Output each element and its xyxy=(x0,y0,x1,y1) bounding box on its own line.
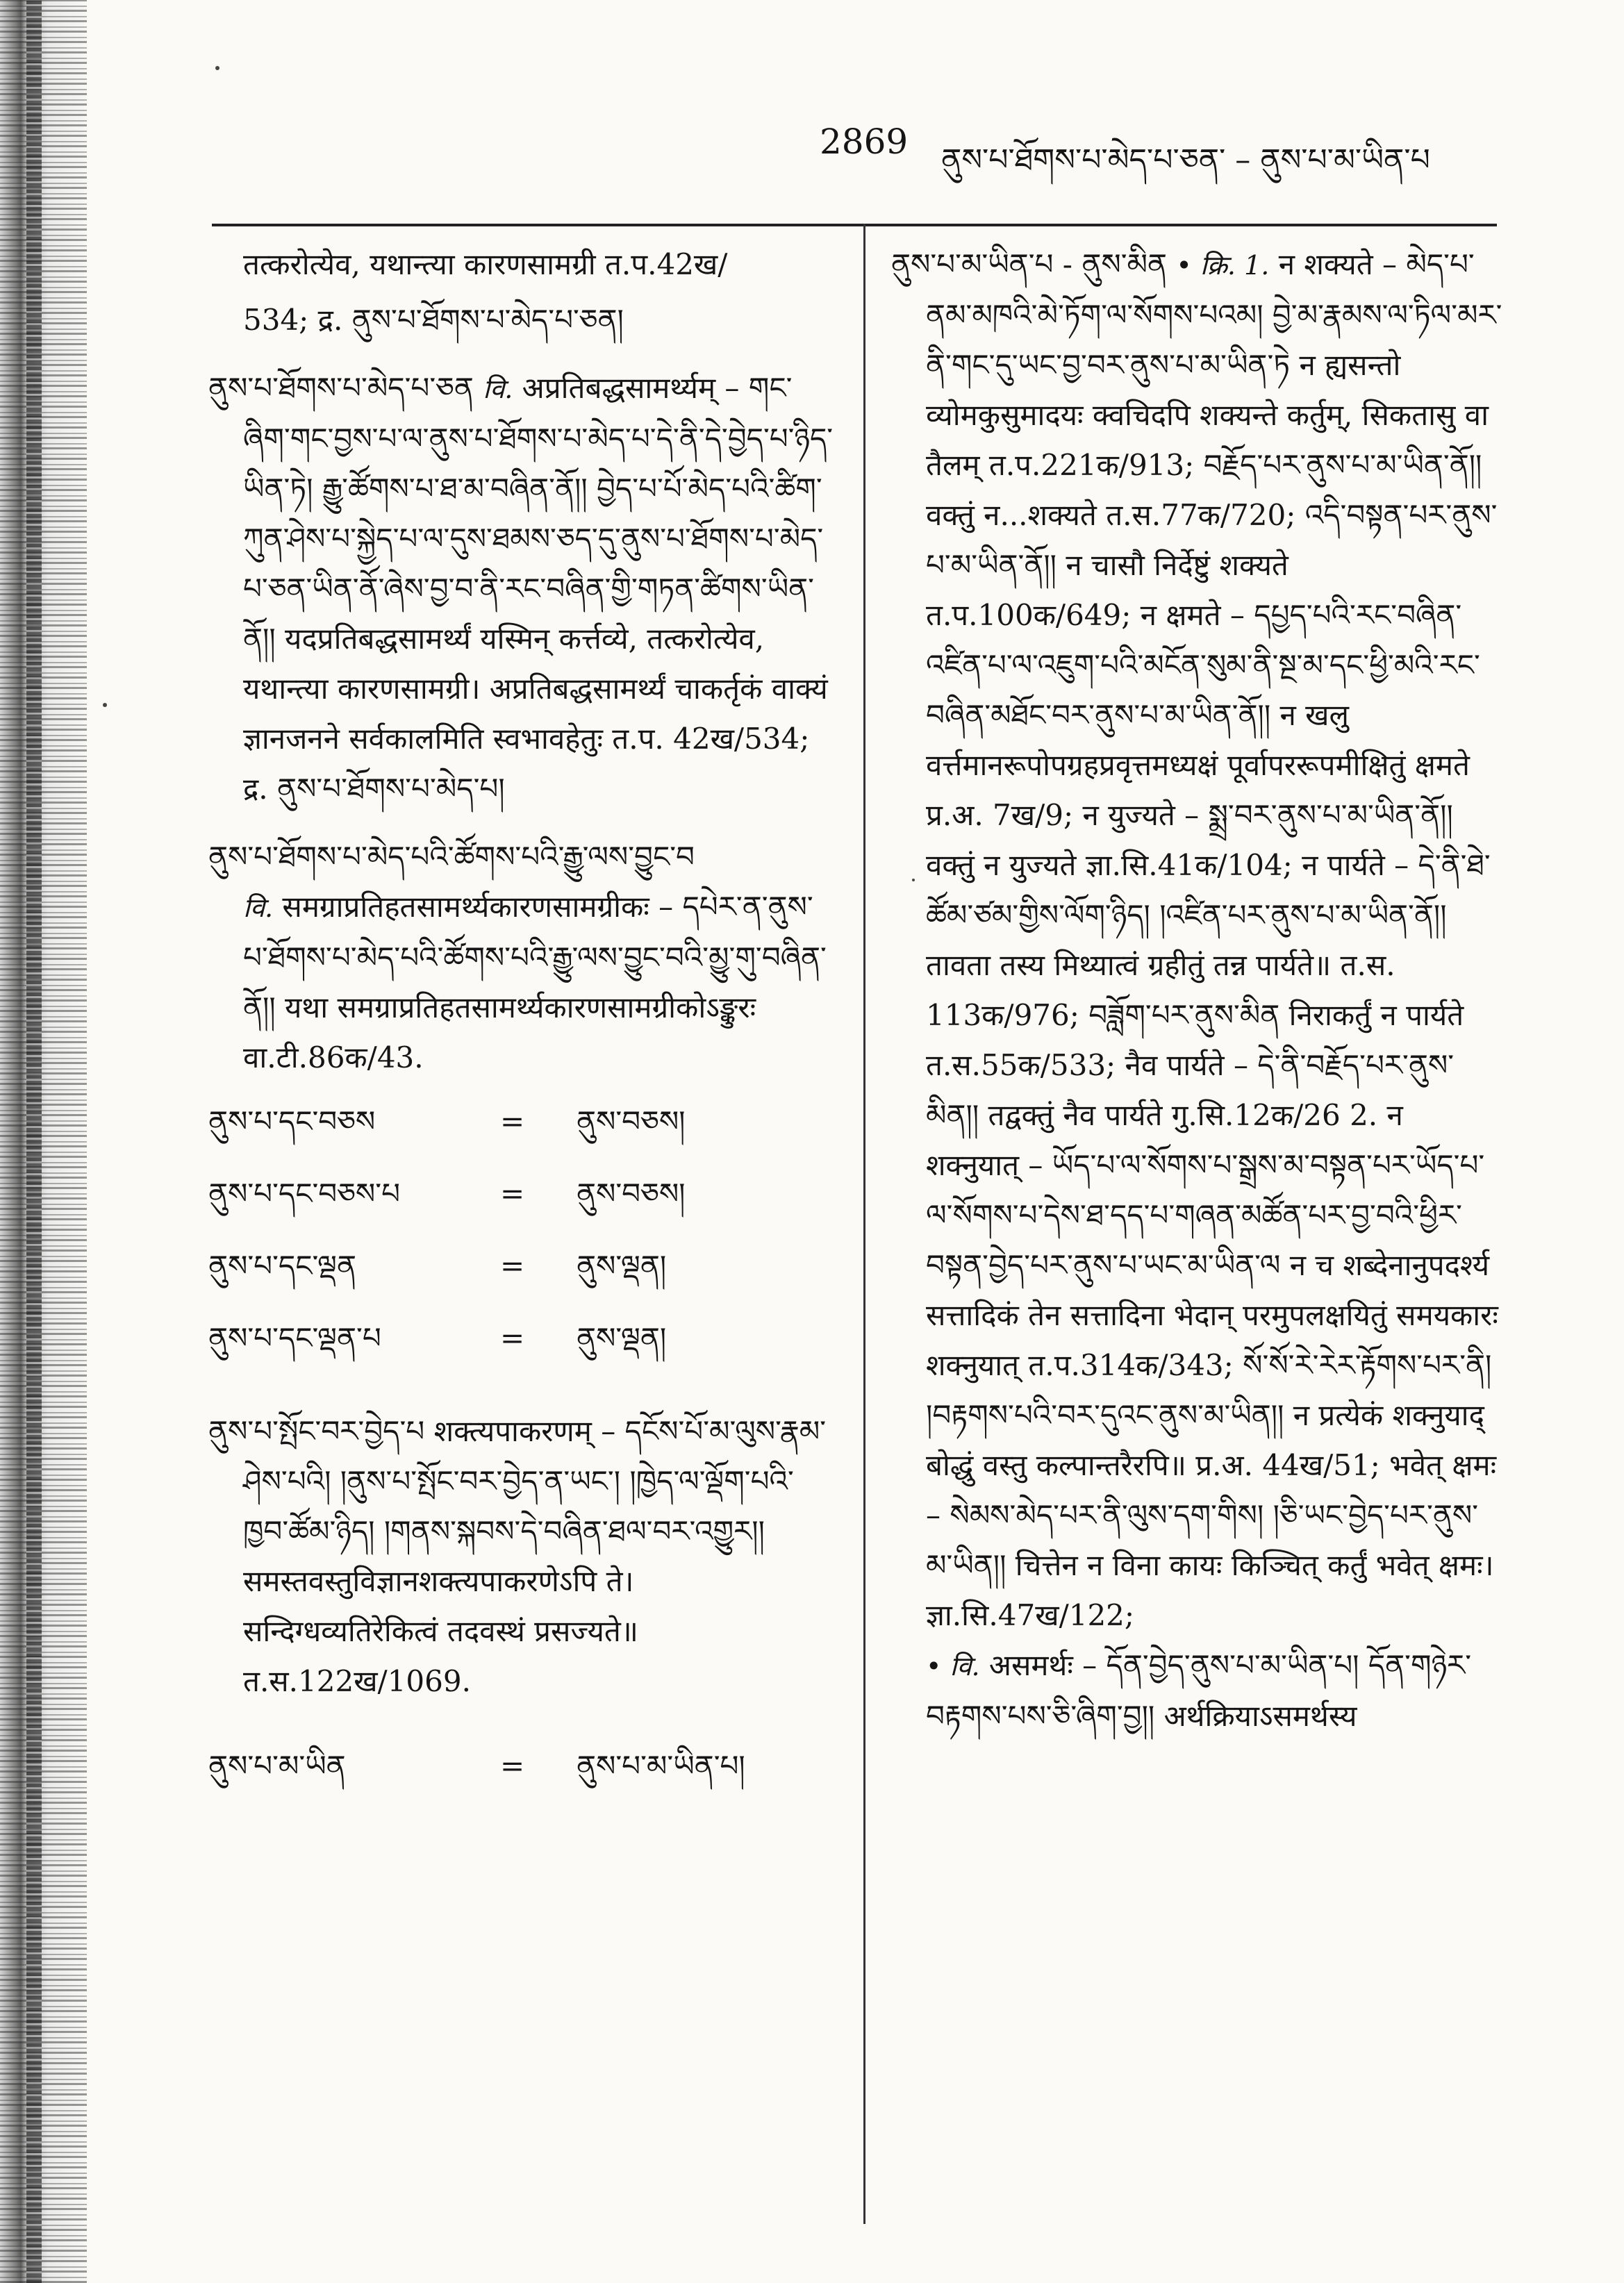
xref-equals: = xyxy=(500,1104,525,1138)
scan-edge-shadow xyxy=(0,0,87,2283)
entry-headword: ནུས་པ་ཐོགས་པ་མེད་པ་ཅན xyxy=(208,371,474,405)
sense-number: 2. xyxy=(1350,1098,1378,1132)
xref-target: ནུས་པ་མ་ཡིན་པ། xyxy=(577,1749,745,1783)
column-divider xyxy=(863,224,865,2224)
entry-headword: ནུས་པ་ཐོགས་པ་མེད་པའི་ཚོགས་པའི་རྒྱུ་ལས་བྱུང་བ xyxy=(208,840,695,874)
binding-strip xyxy=(26,0,42,2283)
xref-equals: = xyxy=(500,1177,525,1211)
cross-reference-list xyxy=(208,1097,834,1386)
cross-reference xyxy=(208,1169,834,1241)
entry-text: न शक्नुयात् – ཡོད་པ་ལ་སོགས་པ་སྒྲས་མ་བསྟན་པར་ཡོད་པ་ལ་སོགས་པ་དེས་ཐ་དད་པ་གཞན་མཚོན་པར་བྱ་བའི་ཕྱིར་བསྟན་བྱེད་པར་ནུས་པ་ཡང་མ་ཡིན་ལ न च शब्देनानुपदर्श्य सत्तादिकं तेन सत्तादिना भेदान् परमुपलक्षयितुं समयकारः शक्नुयात् त.प.314क/343; སོ་སོ་རེ་རེར་རྟོགས་པར་ནི། །བརྟགས་པའི་བར་དུའང་ནུས་མ་ཡིན།། न प्रत्येकं शक्नुयाद् बोद्धुं वस्तु कल्पान्तरैरपि॥ प्र.अ. 44ख/51; भवेत् क्षमः – སེམས་མེད་པར་ནི་ལུས་དག་གིས། །ཅི་ཡང་བྱེད་པར་ནུས་མ་ཡིན།། चित्तेन न विना कायः किञ्चित् कर्तुं भवेत् क्षमः। ज्ञा.सि.47ख/122; xyxy=(926,1098,1498,1632)
entry-variant: - ནུས་མིན xyxy=(1062,247,1168,281)
header-rule xyxy=(212,224,1497,226)
dictionary-entry xyxy=(208,832,834,1083)
xref-term: ནུས་པ་དང་ལྡན xyxy=(208,1249,357,1283)
entry-headword: ནུས་པ་སྤོང་བར་བྱེད་པ xyxy=(208,1414,425,1448)
dictionary-entry xyxy=(891,240,1502,1741)
entry-text: न शक्यते – མེད་པ་ནམ་མཁའི་མེ་ཏོག་ལ་སོགས་པའམ། བྱེ་མ་རྣམས་ལ་ཏིལ་མར་ནི་གང་དུ་ཡང་བྱ་བར་ནུས་པ་མ་ཡིན་ཏེ न ह्यसन्तो व्योमकुसुमादयः क्वचिदपि शक्यन्ते कर्तुम्, सिकतासु वा तैलम् त.प.221क/913; བརྗོད་པར་ནུས་པ་མ་ཡིན་ནོ།། वक्तुं न...शक्यते त.स.77क/720; འདི་བསྟན་པར་ནུས་པ་མ་ཡིན་ནོ།། न चासौ निर्देष्टुं शक्यते त.प.100क/649; न क्षमते – དཔྱད་པའི་རང་བཞིན་འཛིན་པ་ལ་འཇུག་པའི་མངོན་སུམ་ནི་སྔ་མ་དང་ཕྱི་མའི་རང་བཞིན་མཐོང་བར་ནུས་པ་མ་ཡིན་ནོ།། न खलु वर्त्तमानरूपोपग्रहप्रवृत्तमध्यक्षं पूर्वापररूपमीक्षितुं क्षमते प्र.अ. 7ख/9; न युज्यते – སྨྲ་བར་ནུས་པ་མ་ཡིན་ནོ།། वक्तुं न युज्यते ज्ञा.सि.41क/104; न पार्यते – དེ་ནི་ཐེ་ཚོམ་ཙམ་གྱིས་ལོག་ཉིད། །འཛིན་པར་ནུས་པ་མ་ཡིན་ནོ།། तावता तस्य मिथ्यात्वं ग्रहीतुं तन्न पार्यते॥ त.स. 113क/976; བཟློག་པར་ནུས་མིན निराकर्तुं न पार्यते त.स.55क/533; नैव पार्यते – དེ་ནི་བརྗོད་པར་ནུས་མིན།། तद्वक्तुं नैव पार्यते गु.सि.12क/26 xyxy=(926,247,1502,1132)
xref-term: ནུས་པ་མ་ཡིན xyxy=(208,1749,346,1783)
page-header xyxy=(820,122,1514,177)
cross-reference xyxy=(208,1241,834,1313)
entry-text: शक्त्यपाकरणम् – དངོས་པོ་མ་ལུས་རྣམ་ཤེས་པའི། །ནུས་པ་སྤོང་བར་བྱེད་ན་ཡང་། །ཁྱེད་ལ་ལྡོག་པའི་ཁྱབ་ཚོམ་ཉིད། །གནས་སྐབས་དེ་བཞིན་ཐལ་བར་འགྱུར།། समस्तवस्तुविज्ञानशक्त्यपाकरणेऽपि ते। सन्दिग्धव्यतिरेकित्वं तदवस्थं प्रसज्यते॥ त.स.122ख/1069. xyxy=(243,1414,827,1698)
xref-equals: = xyxy=(500,1249,525,1283)
dictionary-entry xyxy=(208,1406,834,1707)
scan-speck xyxy=(215,66,219,70)
cross-reference xyxy=(208,1097,834,1169)
xref-equals: = xyxy=(500,1321,525,1355)
dictionary-entry xyxy=(208,363,834,814)
continuation-line-2: 534; द्र. ནུས་པ་ཐོགས་པ་མེད་པ་ཅན། xyxy=(243,303,624,337)
left-column xyxy=(208,240,834,1791)
entry-text: अप्रतिबद्धसामर्थ्यम् – གང་ཞིག་གང་བྱས་པ་ལ་ནུས་པ་ཐོགས་པ་མེད་པ་དེ་ནི་དེ་བྱེད་པ་ཉིད་ཡིན་ཏེ། རྒྱུ་ཚོགས་པ་ཐ་མ་བཞིན་ནོ།། བྱེད་པ་པོ་མེད་པའི་ཚིག་ཀུན་ཤེས་པ་སྐྱེད་པ་ལ་དུས་ཐམས་ཅད་དུ་ནུས་པ་ཐོགས་པ་མེད་པ་ཅན་ཡིན་ནོ་ཞེས་བྱ་བ་ནི་རང་བཞིན་གྱི་གཏན་ཚིགས་ཡིན་ནོ།། यदप्रतिबद्धसामर्थ्यं यस्मिन् कर्त्तव्ये, तत्करोत्येव, यथान्त्या कारणसामग्री। अप्रतिबद्धसामर्थ्यं चाकर्तृकं वाक्यं ज्ञानजनने सर्वकालमिति स्वभावहेतुः त.प. 42ख/534; द्र. ནུས་པ་ཐོགས་པ་མེད་པ། xyxy=(243,371,834,806)
entry-text: असमर्थः – དོན་བྱེད་ནུས་པ་མ་ཡིན་པ། དོན་གཉེར་བརྟགས་པས་ཅི་ཞིག་བྱ།། अर्थक्रियाऽसमर्थस्य xyxy=(926,1648,1472,1733)
continuation-line-1: तत्करोत्येव, यथान्त्या कारणसामग्री त.प.42ख/ xyxy=(243,247,728,281)
cross-reference xyxy=(208,1741,834,1791)
cross-reference xyxy=(208,1313,834,1386)
running-head: ནུས་པ་ཐོགས་པ་མེད་པ་ཅན་ – ནུས་པ་མ་ཡིན་པ xyxy=(941,142,1430,178)
xref-term: ནུས་པ་དང་བཅས xyxy=(208,1104,376,1138)
xref-target: ནུས་ལྡན། xyxy=(577,1321,667,1355)
grammar-label: • वि. xyxy=(926,1651,980,1682)
xref-term: ནུས་པ་དང་བཅས་པ xyxy=(208,1177,401,1211)
grammar-label: • क्रि. 1. xyxy=(1176,250,1270,281)
scan-speck xyxy=(103,703,107,707)
grammar-label: वि. xyxy=(243,893,274,923)
xref-equals: = xyxy=(500,1749,525,1783)
right-column xyxy=(891,240,1502,1748)
xref-target: ནུས་བཅས། xyxy=(577,1177,686,1211)
xref-term: ནུས་པ་དང་ལྡན་པ xyxy=(208,1321,381,1355)
entry-headword: ནུས་པ་མ་ཡིན་པ xyxy=(891,247,1054,281)
entry-text: समग्राप्रतिहतसामर्थ्यकारणसामग्रीकः – དཔེར་ན་ནུས་པ་ཐོགས་པ་མེད་པའི་ཚོགས་པའི་རྒྱུ་ལས་བྱུང་བའི་མྱུ་གུ་བཞིན་ནོ།། यथा समग्राप्रतिहतसामर्थ्यकारणसामग्रीकोऽङ्कुरः वा.टी.86क/43. xyxy=(243,890,827,1074)
xref-target: ནུས་བཅས། xyxy=(577,1104,686,1138)
grammar-label: वि. xyxy=(483,374,513,404)
page-number: 2869 xyxy=(820,122,909,162)
xref-target: ནུས་ལྡན། xyxy=(577,1249,667,1283)
